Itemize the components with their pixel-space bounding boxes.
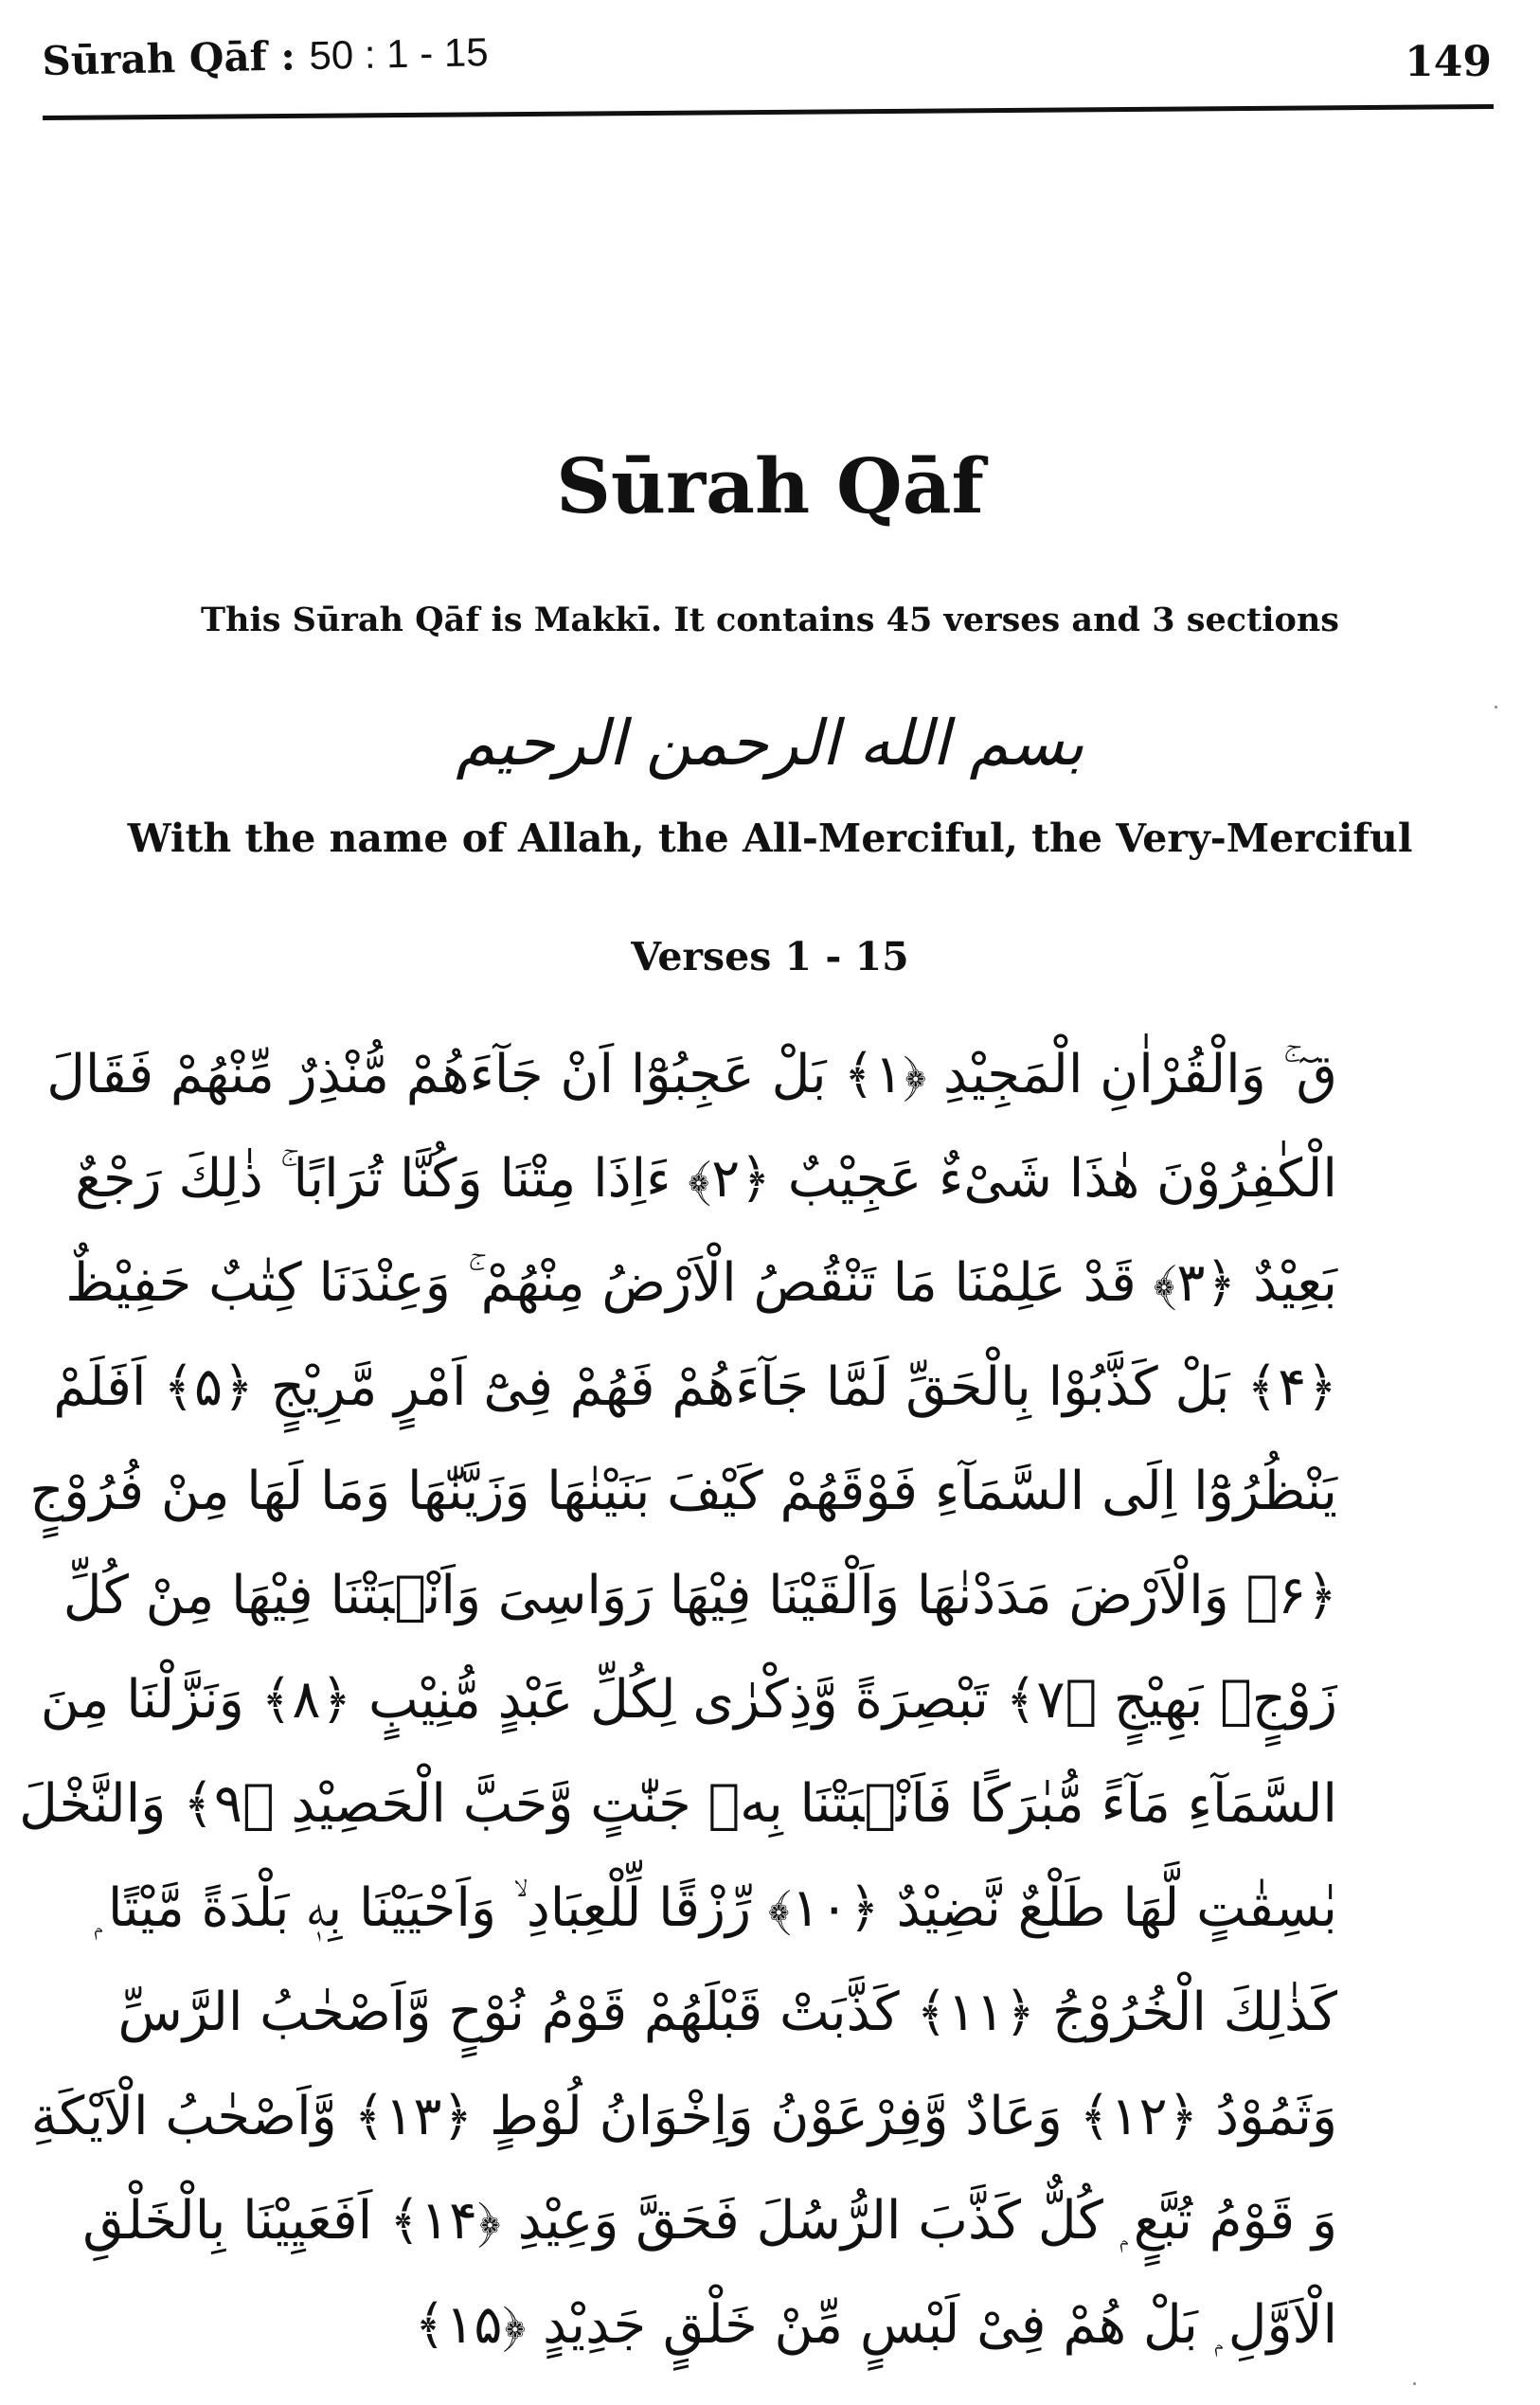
arabic-line: بَعِيْدٌ ﴿۳﴾ قَدْ عَلِمْنَا مَا تَنْقُصُ الْاَرْضُ مِنْهُمْ ۚ وَعِنْدَنَا كِتٰبٌ حَفِيْظٌ xyxy=(65,1252,1337,1314)
arabic-line: الْكٰفِرُوْنَ هٰذَا شَیْءٌ عَجِيْبٌ ﴿۲﴾ ءَاِذَا مِتْنَا وَكُنَّا تُرَابًا ۚ ذٰلِكَ رَجْعٌ xyxy=(75,1148,1337,1210)
header-rule xyxy=(43,104,1494,120)
scan-speck xyxy=(1495,706,1497,709)
arabic-line: ﴿۶﴾ وَالْاَرْضَ مَدَدْنٰهَا وَاَلْقَيْنَا فِيْهَا رَوَاسِیَ وَاَنْۢبَتْنَا فِيْهَا مِنْ كُلِّ xyxy=(63,1565,1337,1626)
basmala-translation: With the name of Allah, the All-Merciful, the Very-Merciful xyxy=(127,816,1413,861)
running-verse-reference: 50 : 1 - 15 xyxy=(308,29,489,79)
verses-range-label: Verses 1 - 15 xyxy=(631,934,909,979)
arabic-line: وَ قَوْمُ تُبَّعٍ ۭ كُلٌّ كَذَّبَ الرُّسُلَ فَحَقَّ وَعِيْدِ ﴿۱۴﴾ اَفَعَيِيْنَا بِالْخَلْقِ xyxy=(82,2190,1337,2252)
arabic-line: ﴿۴﴾ بَلْ كَذَّبُوْا بِالْحَقِّ لَمَّا جَآءَهُمْ فَهُمْ فِیْٓ اَمْرٍ مَّرِيْجٍ ﴿۵﴾ اَفَلَمْ xyxy=(53,1356,1337,1418)
running-header xyxy=(43,28,1492,104)
arabic-line: زَوْجٍۢ بَهِيْجٍ ﴿۷﴾ تَبْصِرَةً وَّذِكْرٰی لِكُلِّ عَبْدٍ مُّنِيْبٍ ﴿۸﴾ وَنَزَّلْنَا مِنَ xyxy=(40,1669,1337,1731)
arabic-line: الْاَوَّلِ ۭ بَلْ هُمْ فِیْ لَبْسٍ مِّنْ خَلْقٍ جَدِيْدٍ ﴿۱۵﴾ xyxy=(414,2294,1337,2356)
arabic-verses xyxy=(19,1023,1337,2378)
arabic-line: بٰسِقٰتٍ لَّهَا طَلْعٌ نَّضِيْدٌ ﴿۱۰﴾ رِّزْقًا لِّلْعِبَادِ ۙ وَاَحْيَيْنَا بِهٖ بَلْدَةً مَّيْتًا ۭ xyxy=(94,1877,1337,1939)
running-title xyxy=(42,28,489,84)
scan-speck xyxy=(1413,2382,1416,2385)
running-surah-title: Sūrah Qāf xyxy=(41,33,268,84)
page-number: 149 xyxy=(1405,38,1492,86)
arabic-line: وَثَمُوْدُ ﴿۱۲﴾ وَعَادٌ وَّفِرْعَوْنُ وَاِخْوَانُ لُوْطٍ ﴿۱۳﴾ وَّاَصْحٰبُ الْاَيْكَةِ xyxy=(30,2086,1337,2147)
running-title-colon: : xyxy=(266,32,310,81)
basmala-calligraphy: بسم الله الرحمن الرحيم xyxy=(456,707,1084,780)
arabic-line: يَنْظُرُوْٓا اِلَى السَّمَآءِ فَوْقَهُمْ كَيْفَ بَنَيْنٰهَا وَزَيَّنّٰهَا وَمَا لَهَا مِنْ فُرُوْجٍ xyxy=(29,1461,1337,1522)
arabic-line: قٓ ۚ وَالْقُرْاٰنِ الْمَجِيْدِ ﴿۱﴾ بَلْ عَجِبُوْٓا اَنْ جَآءَهُمْ مُّنْذِرٌ مِّنْهُمْ فَقَالَ xyxy=(46,1044,1337,1105)
arabic-line: السَّمَآءِ مَآءً مُّبٰرَكًا فَاَنْۢبَتْنَا بِهٖ جَنّٰتٍ وَّحَبَّ الْحَصِيْدِ ﴿۹﴾ وَالنَّخْلَ xyxy=(19,1773,1337,1835)
arabic-line: كَذٰلِكَ الْخُرُوْجُ ﴿۱۱﴾ كَذَّبَتْ قَبْلَهُمْ قَوْمُ نُوْحٍ وَّاَصْحٰبُ الرَّسِّ xyxy=(117,1982,1337,2043)
surah-intro: This Sūrah Qāf is Makkī. It contains 45 verses and 3 sections xyxy=(201,601,1339,639)
surah-heading: Sūrah Qāf xyxy=(556,441,984,530)
